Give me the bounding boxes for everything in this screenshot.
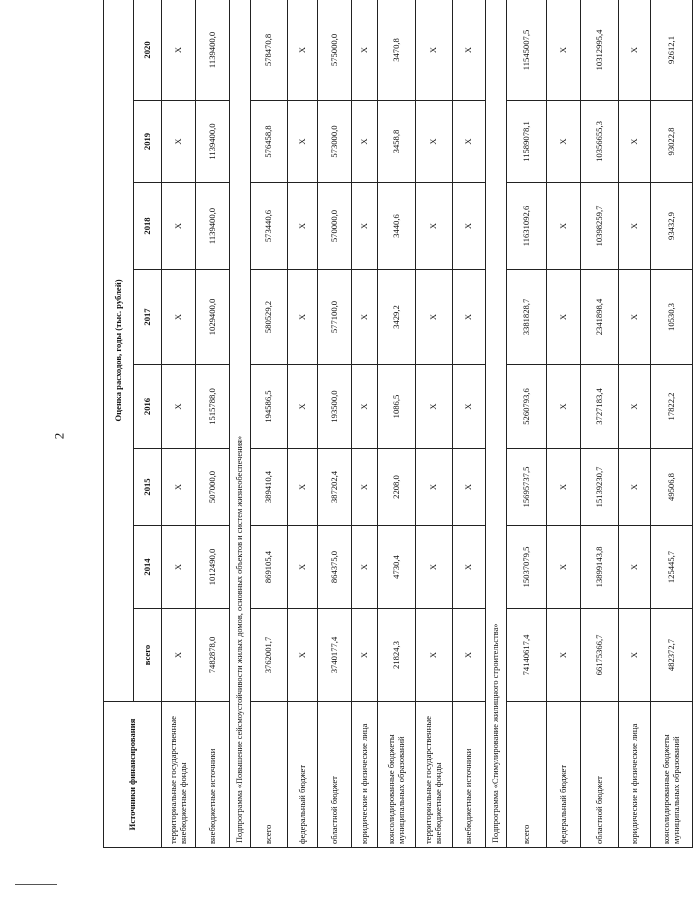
value-cell: 10312995,4 [581,0,619,101]
value-cell: Х [162,183,196,270]
source-cell: всего [507,702,547,848]
table-row [453,0,486,848]
table-row [251,0,288,848]
footer-rule [15,884,57,885]
value-cell: 3440,6 [378,183,416,270]
value-cell: Х [619,270,651,365]
value-cell: 17822,2 [651,365,693,449]
table-row [352,0,378,848]
value-cell: Х [619,526,651,609]
value-cell: 15695737,5 [507,449,547,526]
value-cell: 13899143,8 [581,526,619,609]
financing-table [103,0,693,848]
source-cell: юридические и физические лица [619,702,651,848]
value-cell: Х [547,609,581,702]
value-cell: 389410,4 [251,449,288,526]
value-cell: 193500,0 [318,365,352,449]
value-cell: 3727183,4 [581,365,619,449]
value-cell: 575000,0 [318,0,352,101]
value-cell: Х [352,0,378,101]
header-estimate: Оценка расходов, годы (тыс. рублей) [104,0,134,702]
header-year: 2014 [134,526,162,609]
table-row [581,0,619,848]
value-cell: 66175366,7 [581,609,619,702]
value-cell: Х [547,526,581,609]
value-cell: Х [352,526,378,609]
value-cell: Х [288,270,318,365]
value-cell: Х [453,0,486,101]
table-row [162,0,196,848]
value-cell: 10356655,3 [581,101,619,183]
source-cell: территориальные государственные внебюджетные фонды [162,702,196,848]
value-cell: 578470,8 [251,0,288,101]
header-year: 2018 [134,183,162,270]
value-cell: Х [162,270,196,365]
value-cell: 577100,0 [318,270,352,365]
value-cell: Х [547,0,581,101]
subprogram-title: Подпрограмма «Повышение сейсмоустойчивости жилых домов, основных объектов и систем жизнеобеспечения» [230,0,251,848]
subprogram-row [486,0,507,848]
header-year: 2016 [134,365,162,449]
page-number: 2 [51,432,67,440]
table-row [651,0,693,848]
value-cell: 15037079,5 [507,526,547,609]
value-cell: 74140617,4 [507,609,547,702]
source-cell: внебюджетные источники [196,702,230,848]
value-cell: 1086,5 [378,365,416,449]
value-cell: 3470,8 [378,0,416,101]
header-year: 2015 [134,449,162,526]
value-cell: 10530,3 [651,270,693,365]
value-cell: Х [453,101,486,183]
value-cell: Х [352,449,378,526]
value-cell: Х [547,101,581,183]
value-cell: 3740177,4 [318,609,352,702]
value-cell: Х [453,270,486,365]
value-cell: 3381828,7 [507,270,547,365]
header-year: 2020 [134,0,162,101]
table-row [416,0,453,848]
value-cell: 864375,0 [318,526,352,609]
value-cell: Х [288,0,318,101]
value-cell: 482372,7 [651,609,693,702]
value-cell: Х [619,365,651,449]
value-cell: 869105,4 [251,526,288,609]
value-cell: 1515788,0 [196,365,230,449]
value-cell: Х [162,526,196,609]
rotated-table-container [103,0,681,848]
value-cell: 573000,0 [318,101,352,183]
value-cell: Х [352,365,378,449]
value-cell: Х [453,365,486,449]
table-row [507,0,547,848]
value-cell: Х [162,609,196,702]
source-cell: всего [251,702,288,848]
value-cell: Х [416,183,453,270]
value-cell: Х [162,0,196,101]
value-cell: 7482878,0 [196,609,230,702]
value-cell: 194586,5 [251,365,288,449]
value-cell: Х [352,183,378,270]
value-cell: Х [547,183,581,270]
value-cell: Х [416,101,453,183]
value-cell: Х [416,0,453,101]
value-cell: 1029400,0 [196,270,230,365]
value-cell: Х [547,270,581,365]
value-cell: 49506,8 [651,449,693,526]
value-cell: 125445,7 [651,526,693,609]
subprogram-row [230,0,251,848]
value-cell: Х [162,449,196,526]
value-cell: Х [352,609,378,702]
value-cell: Х [416,526,453,609]
value-cell: Х [288,449,318,526]
value-cell: 3458,8 [378,101,416,183]
value-cell: 10398259,7 [581,183,619,270]
value-cell: Х [162,101,196,183]
value-cell: 2341898,4 [581,270,619,365]
source-cell: консолидированные бюджеты муниципальных образований [651,702,693,848]
value-cell: 580529,2 [251,270,288,365]
source-cell: внебюджетные источники [453,702,486,848]
value-cell: Х [288,183,318,270]
value-cell: 507000,0 [196,449,230,526]
value-cell: 570000,0 [318,183,352,270]
source-cell: территориальные государственные внебюджетные фонды [416,702,453,848]
header-year: всего [134,609,162,702]
value-cell: 3429,2 [378,270,416,365]
value-cell: Х [547,365,581,449]
value-cell: 92612,1 [651,0,693,101]
value-cell: Х [288,609,318,702]
value-cell: 573440,6 [251,183,288,270]
value-cell: 1139400,0 [196,183,230,270]
source-cell: юридические и физические лица [352,702,378,848]
value-cell: 11631092,6 [507,183,547,270]
value-cell: 5260793,6 [507,365,547,449]
value-cell: Х [453,183,486,270]
value-cell: Х [619,449,651,526]
value-cell: 21824,3 [378,609,416,702]
value-cell: Х [416,365,453,449]
value-cell: Х [619,0,651,101]
value-cell: 11545007,5 [507,0,547,101]
table-row [318,0,352,848]
value-cell: 1139400,0 [196,101,230,183]
table-row [619,0,651,848]
value-cell: Х [416,270,453,365]
value-cell: 2208,0 [378,449,416,526]
value-cell: Х [162,365,196,449]
value-cell: Х [453,449,486,526]
value-cell: Х [352,270,378,365]
value-cell: Х [288,365,318,449]
table-row [196,0,230,848]
value-cell: Х [619,609,651,702]
value-cell: 93432,9 [651,183,693,270]
value-cell: 4730,4 [378,526,416,609]
value-cell: 1139400,0 [196,0,230,101]
value-cell: 15139230,7 [581,449,619,526]
source-cell: областной бюджет [581,702,619,848]
value-cell: Х [453,526,486,609]
value-cell: 576458,8 [251,101,288,183]
source-cell: консолидированные бюджеты муниципальных образований [378,702,416,848]
table-row [547,0,581,848]
value-cell: Х [619,101,651,183]
value-cell: 3762001,7 [251,609,288,702]
value-cell: Х [352,101,378,183]
table-row [288,0,318,848]
subprogram-title: Подпрограмма «Стимулирование жилищного строительства» [486,0,507,848]
header-source: Источники финансирования [104,702,162,848]
value-cell: 11589078,1 [507,101,547,183]
value-cell: Х [453,609,486,702]
source-cell: федеральный бюджет [288,702,318,848]
value-cell: 1012490,0 [196,526,230,609]
table-row [378,0,416,848]
value-cell: 93022,8 [651,101,693,183]
header-year: 2019 [134,101,162,183]
value-cell: Х [416,449,453,526]
value-cell: Х [416,609,453,702]
source-cell: областной бюджет [318,702,352,848]
value-cell: Х [288,101,318,183]
source-cell: федеральный бюджет [547,702,581,848]
value-cell: Х [619,183,651,270]
value-cell: Х [288,526,318,609]
header-year: 2017 [134,270,162,365]
value-cell: Х [547,449,581,526]
value-cell: 387202,4 [318,449,352,526]
